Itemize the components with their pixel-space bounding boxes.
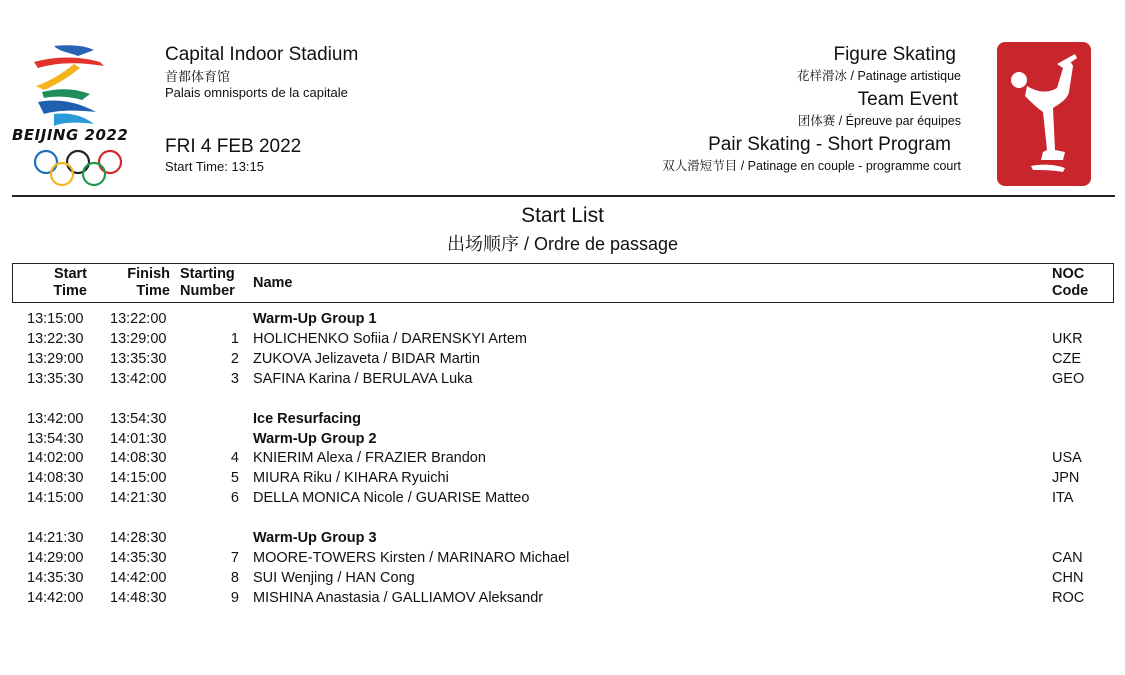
table-row bbox=[0, 590, 1125, 610]
row-name: MOORE-TOWERS Kirsten / MARINARO Michael bbox=[253, 550, 570, 566]
table-row bbox=[0, 351, 1125, 371]
row-start-time: 14:21:30 bbox=[27, 530, 84, 546]
row-starting-number: 4 bbox=[230, 450, 239, 466]
row-start-time: 14:42:00 bbox=[27, 590, 84, 606]
row-start-time: 13:35:30 bbox=[27, 371, 84, 387]
row-start-time: 13:15:00 bbox=[27, 311, 84, 327]
row-starting-number: 1 bbox=[230, 331, 239, 347]
skater-icon bbox=[997, 42, 1091, 186]
start-time: Start Time: 13:15 bbox=[165, 159, 264, 174]
row-name: SAFINA Karina / BERULAVA Luka bbox=[253, 371, 473, 387]
header-divider bbox=[12, 195, 1115, 197]
event-title: Team Event bbox=[857, 89, 958, 110]
row-start-time: 14:29:00 bbox=[27, 550, 84, 566]
row-name: Warm-Up Group 2 bbox=[253, 431, 377, 447]
header-start-time-line1: Start bbox=[53, 266, 87, 282]
row-finish-time: 14:48:30 bbox=[110, 590, 167, 606]
row-name: Warm-Up Group 3 bbox=[253, 530, 377, 546]
venue-name-cn: 首都体育馆 bbox=[165, 69, 231, 84]
header-starting-number bbox=[180, 266, 240, 300]
row-finish-time: 14:42:00 bbox=[110, 570, 167, 586]
header-starting-number-line2: Number bbox=[180, 283, 235, 299]
header-finish-time-line2: Time bbox=[136, 283, 170, 299]
beijing-2022-ribbon-logo bbox=[14, 40, 134, 130]
row-name: DELLA MONICA Nicole / GUARISE Matteo bbox=[253, 490, 530, 506]
row-name: MIURA Riku / KIHARA Ryuichi bbox=[253, 470, 449, 486]
row-noc-code: ROC bbox=[1052, 590, 1085, 606]
row-starting-number: 9 bbox=[230, 590, 239, 606]
row-starting-number: 5 bbox=[230, 470, 239, 486]
row-finish-time: 14:21:30 bbox=[110, 490, 167, 506]
event-subtitle: 团体赛 / Épreuve par équipes bbox=[797, 114, 961, 128]
row-finish-time: 14:01:30 bbox=[110, 431, 167, 447]
row-start-time: 14:15:00 bbox=[27, 490, 84, 506]
row-noc-code: UKR bbox=[1052, 331, 1083, 347]
document-title: Start List bbox=[521, 204, 604, 227]
table-row bbox=[0, 371, 1125, 391]
row-start-time: 14:08:30 bbox=[27, 470, 84, 486]
row-starting-number: 2 bbox=[230, 351, 239, 367]
row-noc-code: GEO bbox=[1052, 371, 1085, 387]
olympic-rings-icon bbox=[32, 148, 124, 188]
row-noc-code: JPN bbox=[1052, 470, 1080, 486]
row-start-time: 13:54:30 bbox=[27, 431, 84, 447]
table-row bbox=[0, 570, 1125, 590]
table-header bbox=[12, 263, 1114, 303]
row-name: HOLICHENKO Sofiia / DARENSKYI Artem bbox=[253, 331, 527, 347]
row-name: ZUKOVA Jelizaveta / BIDAR Martin bbox=[253, 351, 480, 367]
row-finish-time: 14:35:30 bbox=[110, 550, 167, 566]
header-noc-line2: Code bbox=[1052, 283, 1089, 299]
row-finish-time: 13:22:00 bbox=[110, 311, 167, 327]
row-starting-number: 7 bbox=[230, 550, 239, 566]
event-date: FRI 4 FEB 2022 bbox=[165, 136, 302, 157]
sport-subtitle: 花样滑冰 / Patinage artistique bbox=[797, 69, 961, 83]
row-start-time: 14:02:00 bbox=[27, 450, 84, 466]
table-row bbox=[0, 331, 1125, 351]
table-row bbox=[0, 411, 1125, 431]
row-finish-time: 13:35:30 bbox=[110, 351, 167, 367]
venue-name: Capital Indoor Stadium bbox=[165, 44, 359, 65]
table-row bbox=[0, 490, 1125, 510]
row-finish-time: 14:28:30 bbox=[110, 530, 167, 546]
sport-title: Figure Skating bbox=[833, 44, 956, 65]
row-starting-number: 8 bbox=[230, 570, 239, 586]
header-start-time bbox=[40, 266, 87, 300]
table-row bbox=[0, 431, 1125, 451]
row-noc-code: CHN bbox=[1052, 570, 1084, 586]
row-name: SUI Wenjing / HAN Cong bbox=[253, 570, 415, 586]
row-noc-code: ITA bbox=[1052, 490, 1074, 506]
header-noc-code bbox=[1052, 266, 1088, 300]
row-name: MISHINA Anastasia / GALLIAMOV Aleksandr bbox=[253, 590, 544, 606]
row-finish-time: 13:42:00 bbox=[110, 371, 167, 387]
row-finish-time: 13:29:00 bbox=[110, 331, 167, 347]
row-name: Ice Resurfacing bbox=[253, 411, 361, 427]
row-start-time: 13:22:30 bbox=[27, 331, 84, 347]
header-name: Name bbox=[253, 275, 293, 291]
row-noc-code: USA bbox=[1052, 450, 1082, 466]
row-finish-time: 13:54:30 bbox=[110, 411, 167, 427]
table-row bbox=[0, 470, 1125, 490]
row-noc-code: CZE bbox=[1052, 351, 1081, 367]
row-starting-number: 3 bbox=[230, 371, 239, 387]
venue-name-fr: Palais omnisports de la capitale bbox=[165, 85, 348, 100]
row-name: Warm-Up Group 1 bbox=[253, 311, 377, 327]
header-starting-number-line1: Starting bbox=[180, 266, 235, 282]
header-finish-time-line1: Finish bbox=[127, 266, 170, 282]
segment-subtitle: 双人滑短节目 / Patinage en couple - programme court bbox=[662, 159, 961, 173]
header-noc-line1: NOC bbox=[1052, 266, 1085, 282]
table-row bbox=[0, 311, 1125, 331]
segment-title: Pair Skating - Short Program bbox=[708, 134, 951, 155]
beijing-2022-emblem bbox=[14, 40, 134, 188]
row-start-time: 13:29:00 bbox=[27, 351, 84, 367]
row-start-time: 14:35:30 bbox=[27, 570, 84, 586]
row-finish-time: 14:15:00 bbox=[110, 470, 167, 486]
document-subtitle: 出场顺序 / Ordre de passage bbox=[446, 234, 679, 254]
figure-skating-pictogram bbox=[997, 42, 1091, 186]
emblem-text: BEIJING 2022 bbox=[12, 126, 129, 144]
row-name: KNIERIM Alexa / FRAZIER Brandon bbox=[253, 450, 486, 466]
row-noc-code: CAN bbox=[1052, 550, 1083, 566]
header-finish-time bbox=[120, 266, 170, 300]
header-start-time-line2: Time bbox=[53, 283, 87, 299]
table-row bbox=[0, 550, 1125, 570]
table-row bbox=[0, 530, 1125, 550]
table-row bbox=[0, 450, 1125, 470]
row-finish-time: 14:08:30 bbox=[110, 450, 167, 466]
row-starting-number: 6 bbox=[230, 490, 239, 506]
row-start-time: 13:42:00 bbox=[27, 411, 84, 427]
